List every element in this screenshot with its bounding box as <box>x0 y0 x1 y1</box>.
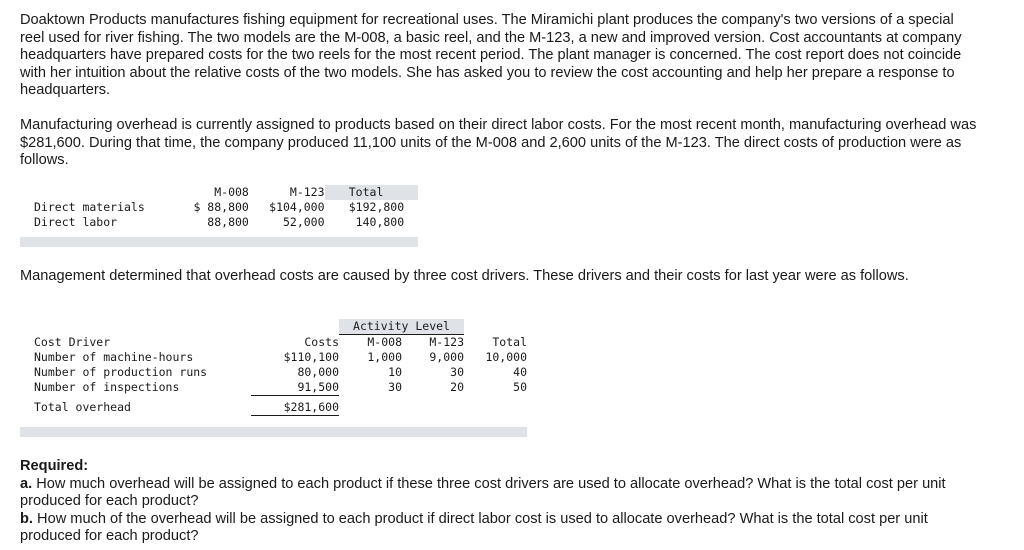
activity-header-row <box>20 319 527 335</box>
table-row <box>20 350 527 365</box>
row-label: Number of machine-hours <box>34 350 194 364</box>
table-row <box>20 215 418 230</box>
row-label: Number of production runs <box>34 365 208 379</box>
cell-costs: $110,100 <box>283 350 339 364</box>
row-label: Number of inspections <box>34 380 180 394</box>
row-label: Direct labor <box>34 215 118 229</box>
cell-m008: 1,000 <box>367 350 402 364</box>
item-b-text: How much of the overhead will be assigned to each product if direct labor cost is used to allocate overhead? What is the total cost per unit produced for each product? <box>20 510 928 544</box>
cell-m123: 52,000 <box>282 215 325 229</box>
cell-total: 40 <box>513 365 527 379</box>
table-row <box>20 380 527 396</box>
col-header-total: Total <box>325 185 418 200</box>
intro-paragraph-1: Doaktown Products manufactures fishing equipment for recreational uses. The Miramichi plant produces the company's two versions of a special reel used for river fishing. The two models are the M-008, a basic reel, and the M-123, a new and improved version. Cost accountants at company headquarters have prepared costs for the two reels for the most recent period. The plant manager is concerned. The cost report does not coincide with her intuition about the relative costs of the two models. She has asked you to review the cost accounting and help her prepare a response to headquarters. <box>20 12 962 98</box>
cell-total: 140,800 <box>355 215 405 229</box>
col-header-m123: M-123 <box>289 185 325 199</box>
cost-driver-table <box>20 319 527 437</box>
required-item-b <box>20 511 980 546</box>
cell-m123: 20 <box>450 380 464 394</box>
item-a-text: How much overhead will be assigned to each product if these three cost drivers are used to allocate overhead? What is the total cost per unit produced for each product? <box>20 475 946 509</box>
intro-paragraph-2: Manufacturing overhead is currently assigned to products based on their direct labor costs. For the most recent month, manufacturing overhead was $281,600. During that time, the company produced 11,100 units of the M-008 and 2,600 units of the M-123. The direct costs of production were as follows. <box>20 117 977 168</box>
cell-m008: 30 <box>388 380 402 394</box>
cell-total: 50 <box>513 380 527 394</box>
col-header-m008: M-008 <box>214 185 249 199</box>
required-section <box>20 458 980 546</box>
row-label: Total overhead <box>34 400 131 414</box>
intro-paragraph-3: Management determined that overhead costs are caused by three cost drivers. These drivers and their costs for last year were as follows. <box>20 268 909 284</box>
cell-costs: 91,500 <box>251 380 339 396</box>
col-header-costs: Costs <box>304 334 339 349</box>
cell-total: 10,000 <box>485 350 527 364</box>
table-header-row <box>20 335 527 351</box>
table-bottom-band <box>20 237 418 247</box>
cell-m008: 88,800 <box>207 215 249 229</box>
cell-m123: 9,000 <box>429 350 464 364</box>
col-header-m123: M-123 <box>429 335 464 349</box>
col-header-total: Total <box>492 334 527 349</box>
direct-costs-table <box>20 185 418 248</box>
table-row <box>20 200 418 215</box>
cell-m123: 30 <box>450 365 464 379</box>
cell-m123: $104,000 <box>269 200 325 214</box>
cell-costs: 80,000 <box>297 365 339 379</box>
row-label: Direct materials <box>34 200 145 214</box>
cell-m008: 10 <box>388 365 402 379</box>
col-header-m008: M-008 <box>367 335 402 349</box>
required-item-a <box>20 476 980 511</box>
total-overhead-row <box>20 400 527 416</box>
cell-total-costs: $281,600 <box>251 400 339 416</box>
table-row <box>20 365 527 380</box>
cell-m008: $ 88,800 <box>193 200 249 214</box>
activity-level-header: Activity Level <box>339 319 464 335</box>
cell-total: $192,800 <box>348 200 405 214</box>
item-a-label: a. <box>20 475 33 492</box>
col-header-cost-driver: Cost Driver <box>34 334 111 349</box>
item-b-label: b. <box>20 510 33 527</box>
required-heading: Required: <box>20 458 89 474</box>
table-bottom-band <box>20 427 527 437</box>
table-header-row <box>20 185 418 200</box>
